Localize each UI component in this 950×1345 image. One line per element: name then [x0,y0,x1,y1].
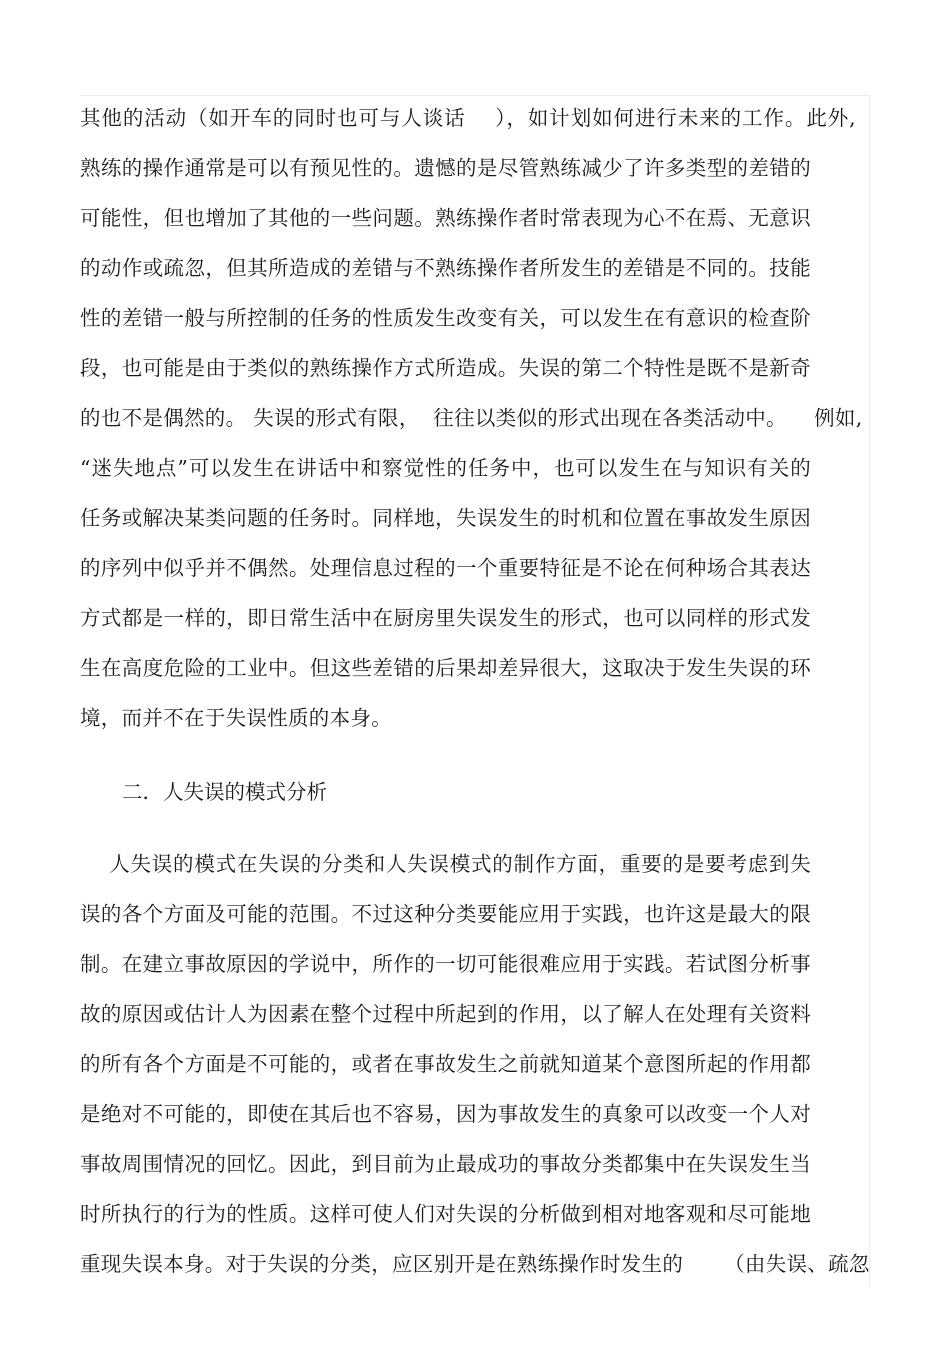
text-line: 的序列中似乎并不偶然。处理信息过程的一个重要特征是不论在何种场合其表达 [80,556,811,580]
text-line: 重现失误本身。对于失误的分类，应区别开是在熟练操作时发生的 （由失误、疏忽 [80,1252,870,1276]
text-line: 生在高度危险的工业中。但这些差错的后果却差异很大，这取决于发生失误的环 [80,656,811,680]
text-line: 方式都是一样的，即日常生活中在厨房里失误发生的形式，也可以同样的形式发 [80,606,811,630]
text-line: 是绝对不可能的，即使在其后也不容易，因为事故发生的真象可以改变一个人对 [80,1102,811,1126]
text-line: 故的原因或估计人为因素在整个过程中所起到的作用，以了解人在处理有关资料 [80,1002,811,1026]
text-line: 制。在建立事故原因的学说中，所作的一切可能很难应用于实践。若试图分析事 [80,952,811,976]
text-line: 其他的活动（如开车的同时也可与人谈话 ），如计划如何进行未来的工作。此外, [80,106,856,130]
document-body [80,98,870,1294]
text-line: 段，也可能是由于类似的熟练操作方式所造成。失误的第二个特性是既不是新奇 [80,356,811,380]
text-line: 任务或解决某类问题的任务时。同样地，失误发生的时机和位置在事故发生原因 [80,506,811,530]
text-line: 时所执行的行为的性质。这样可使人们对失误的分析做到相对地客观和尽可能地 [80,1202,811,1226]
text-line: 的所有各个方面是不可能的，或者在事故发生之前就知道某个意图所起的作用都 [80,1052,811,1076]
text-line: 可能性，但也增加了其他的一些问题。熟练操作者时常表现为心不在焉、无意识 [80,206,811,230]
text-line: 事故周围情况的回忆。因此，到目前为止最成功的事故分类都集中在失误发生当 [80,1152,811,1176]
text-line: 境，而并不在于失误性质的本身。 [80,706,392,730]
text-line: “迷失地点”可以发生在讲话中和察觉性的任务中，也可以发生在与知识有关的 [80,456,811,480]
paragraph-2 [80,844,870,1294]
text-line: 熟练的操作通常是可以有预见性的。遗憾的是尽管熟练减少了许多类型的差错的 [80,156,811,180]
text-line: 的动作或疏忽，但其所造成的差错与不熟练操作者所发生的差错是不同的。技能 [80,256,811,280]
paragraph-1 [80,98,870,748]
section-heading: 二．人失误的模式分析 [122,780,327,804]
text-line: 性的差错一般与所控制的任务的性质发生改变有关，可以发生在有意识的检查阶 [80,306,811,330]
text-line: 人失误的模式在失误的分类和人失误模式的制作方面，重要的是要考虑到失 [80,852,811,876]
text-line: 的也不是偶然的。 失误的形式有限， 往往以类似的形式出现在各类活动中。 例如, [80,406,863,430]
page-frame-top-border [80,95,870,96]
text-line: 误的各个方面及可能的范围。不过这种分类要能应用于实践，也许这是最大的限 [80,902,811,926]
